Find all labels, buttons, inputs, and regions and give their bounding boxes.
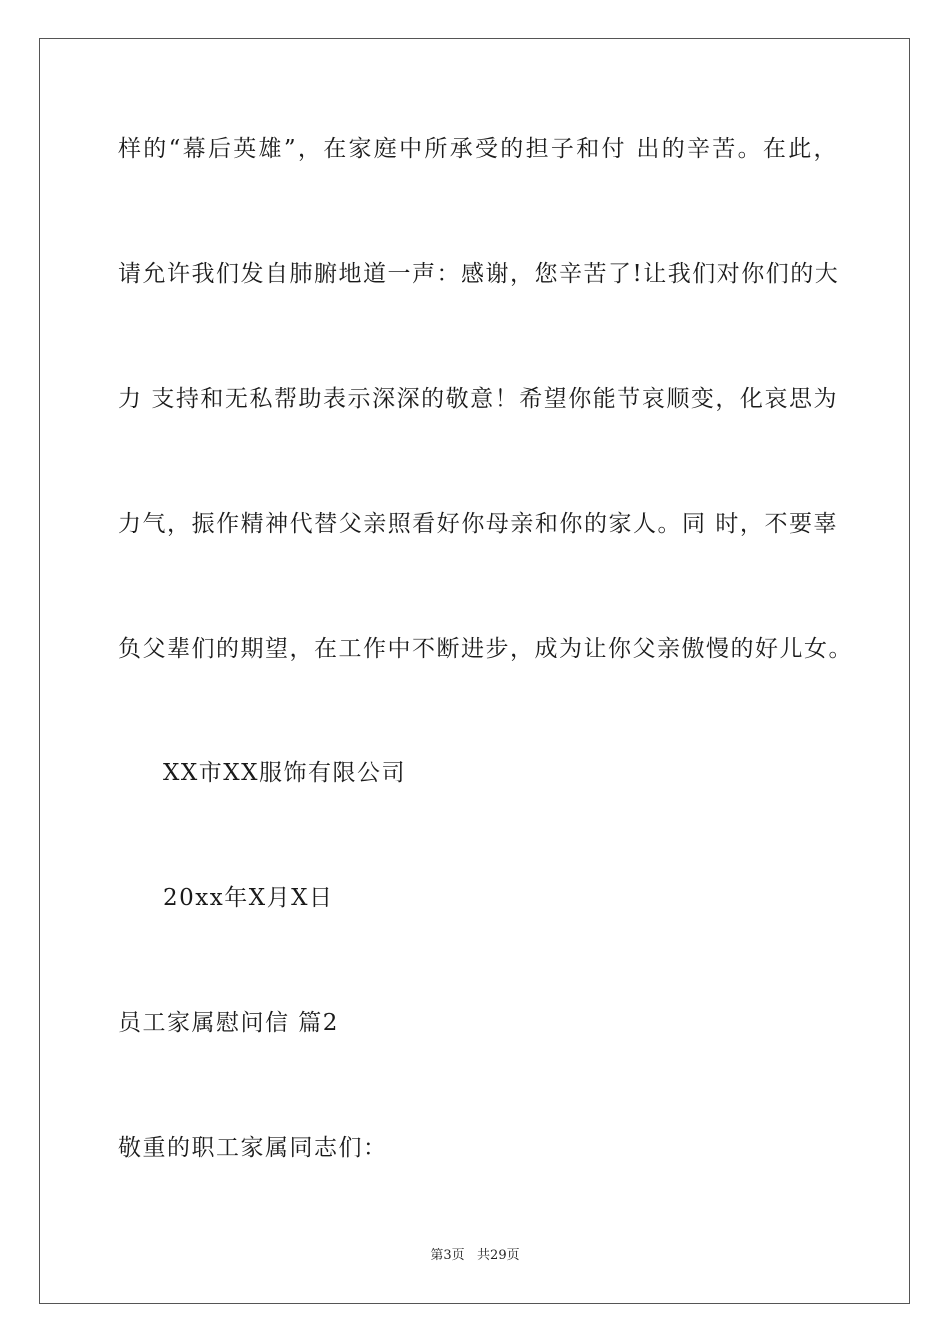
salutation: 敬重的职工家属同志们： xyxy=(118,1135,388,1161)
signature-date: 20xx年X月X日 xyxy=(163,885,334,911)
body-text-line-4: 力气，振作精神代替父亲照看好你母亲和你的家人。同 时，不要辜 xyxy=(118,511,838,537)
signature-company: XX市XX服饰有限公司 xyxy=(163,760,406,786)
body-text-line-5: 负父辈们的期望，在工作中不断进步，成为让你父亲傲慢的好儿女。 xyxy=(118,636,853,662)
body-text-line-1: 样的“幕后英雄”，在家庭中所承受的担子和付 出的辛苦。在此， xyxy=(118,136,838,162)
body-text-line-2: 请允许我们发自肺腑地道一声：感谢，您辛苦了!让我们对你们的大 xyxy=(118,261,840,287)
page-border xyxy=(39,38,910,1304)
body-text-line-3: 力 支持和无私帮助表示深深的敬意！希望你能节哀顺变，化哀思为 xyxy=(118,386,838,412)
page-number-footer: 第3页 共29页 xyxy=(430,1248,520,1263)
section-heading: 员工家属慰问信 篇2 xyxy=(118,1010,339,1036)
